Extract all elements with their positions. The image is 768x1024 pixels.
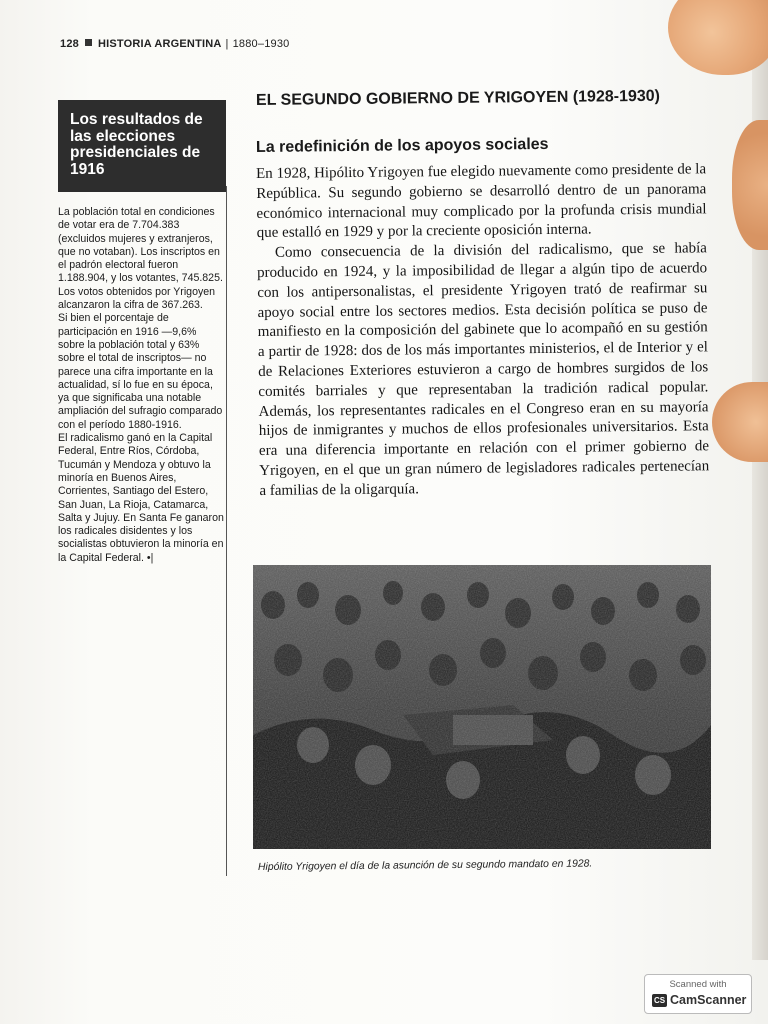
sidebar-title: Los resultados de las elecciones presidenciales de 1916	[70, 111, 203, 178]
camscanner-logo-icon: CS	[653, 996, 666, 1005]
book-title: HISTORIA ARGENTINA	[97, 38, 222, 50]
sidebar-body	[58, 206, 224, 565]
header-years: 1880–1930	[232, 38, 290, 50]
sidebar-paragraph: El radicalismo ganó en la Capital Federal, Entre Ríos, Córdoba, Tucumán y Mendoza y obtuvo la minoría en Buenos Aires, Corrientes, Santiago del Estero, San Juan, La Rioja, Catamarca, Salta y Jujuy. En Santa Fe ganaron los radicales disidentes y los socialistas obtuvieron la minoría en la Capital Federal. •|	[58, 432, 224, 564]
body-paragraph: Como consecuencia de la división del radicalismo, que se había producido en 1924, y la imposibilidad de llegar a algún tipo de acuerdo con los antipersonalistas, el presidente Yrigoyen trató de reafirmar su apoyo social entre los sectores medios. Esta decisión política se puso de manifiesto en la composición del gabinete que lo acompañó en su gestión a partir de 1928: dos de los más importantes ministerios, el de Interior y el de Relaciones Exteriores estuvieron a cargo de hombres surgidos de los comités barriales y que representaban la tradición radical popular. Además, los representantes radicales en el Congreso eran en su mayoría hijos de inmigrantes y muchos de ellos profesionales universitarios. Esta era una diferencia importante en relación con el primer gobierno de Yrigoyen, en el que un gran número de legisladores radicales pertenecían a familias de la oligarquía.	[257, 240, 710, 499]
photo-caption: Hipólito Yrigoyen el día de la asunción de su segundo mandato en 1928.	[257, 858, 593, 873]
sidebar-paragraph: La población total en condiciones de votar era de 7.704.383 (excluidos mujeres y extranjeros, que no votaban). Los inscriptos en el padrón electoral fueron 1.188.904, y los votantes, 745.825. Los votos obtenidos por Yrigoyen alcanzaron la cifra de 367.263.	[58, 206, 223, 312]
section-subtitle: La redefinición de los apoyos sociales	[255, 135, 549, 156]
sidebar-paragraph: Si bien el porcentaje de participación en 1916 —9,6% sobre la población total y 63% sobre el total de inscriptos— no parece una cifra importante en la actualidad, sí lo fue en su época, ya que significaba una notable ampliación del sufragio comparado con el período 1880-1916.	[58, 312, 223, 431]
body-paragraph: En 1928, Hipólito Yrigoyen fue elegido nuevamente como presidente de la República. Su segundo gobierno se desarrolló dentro de un panorama económico internacional muy complicado por la profunda crisis mundial que estalló en 1929 y por la creciente oposición interna.	[256, 161, 707, 242]
sidebar-divider	[226, 186, 227, 876]
crowd-photo-image	[253, 565, 711, 849]
section-title: EL SEGUNDO GOBIERNO DE YRIGOYEN (1928-1930)	[255, 87, 661, 109]
camscanner-watermark	[644, 974, 752, 1014]
historical-photo	[253, 565, 711, 849]
running-header	[60, 38, 289, 50]
header-separator: |	[225, 38, 229, 50]
sidebar-title-box	[58, 100, 226, 192]
watermark-brand: CamScanner	[670, 993, 747, 1007]
square-bullet-icon	[85, 39, 92, 46]
watermark-line1: Scanned with	[669, 979, 727, 990]
page-number: 128	[60, 38, 79, 50]
main-body	[256, 160, 709, 501]
